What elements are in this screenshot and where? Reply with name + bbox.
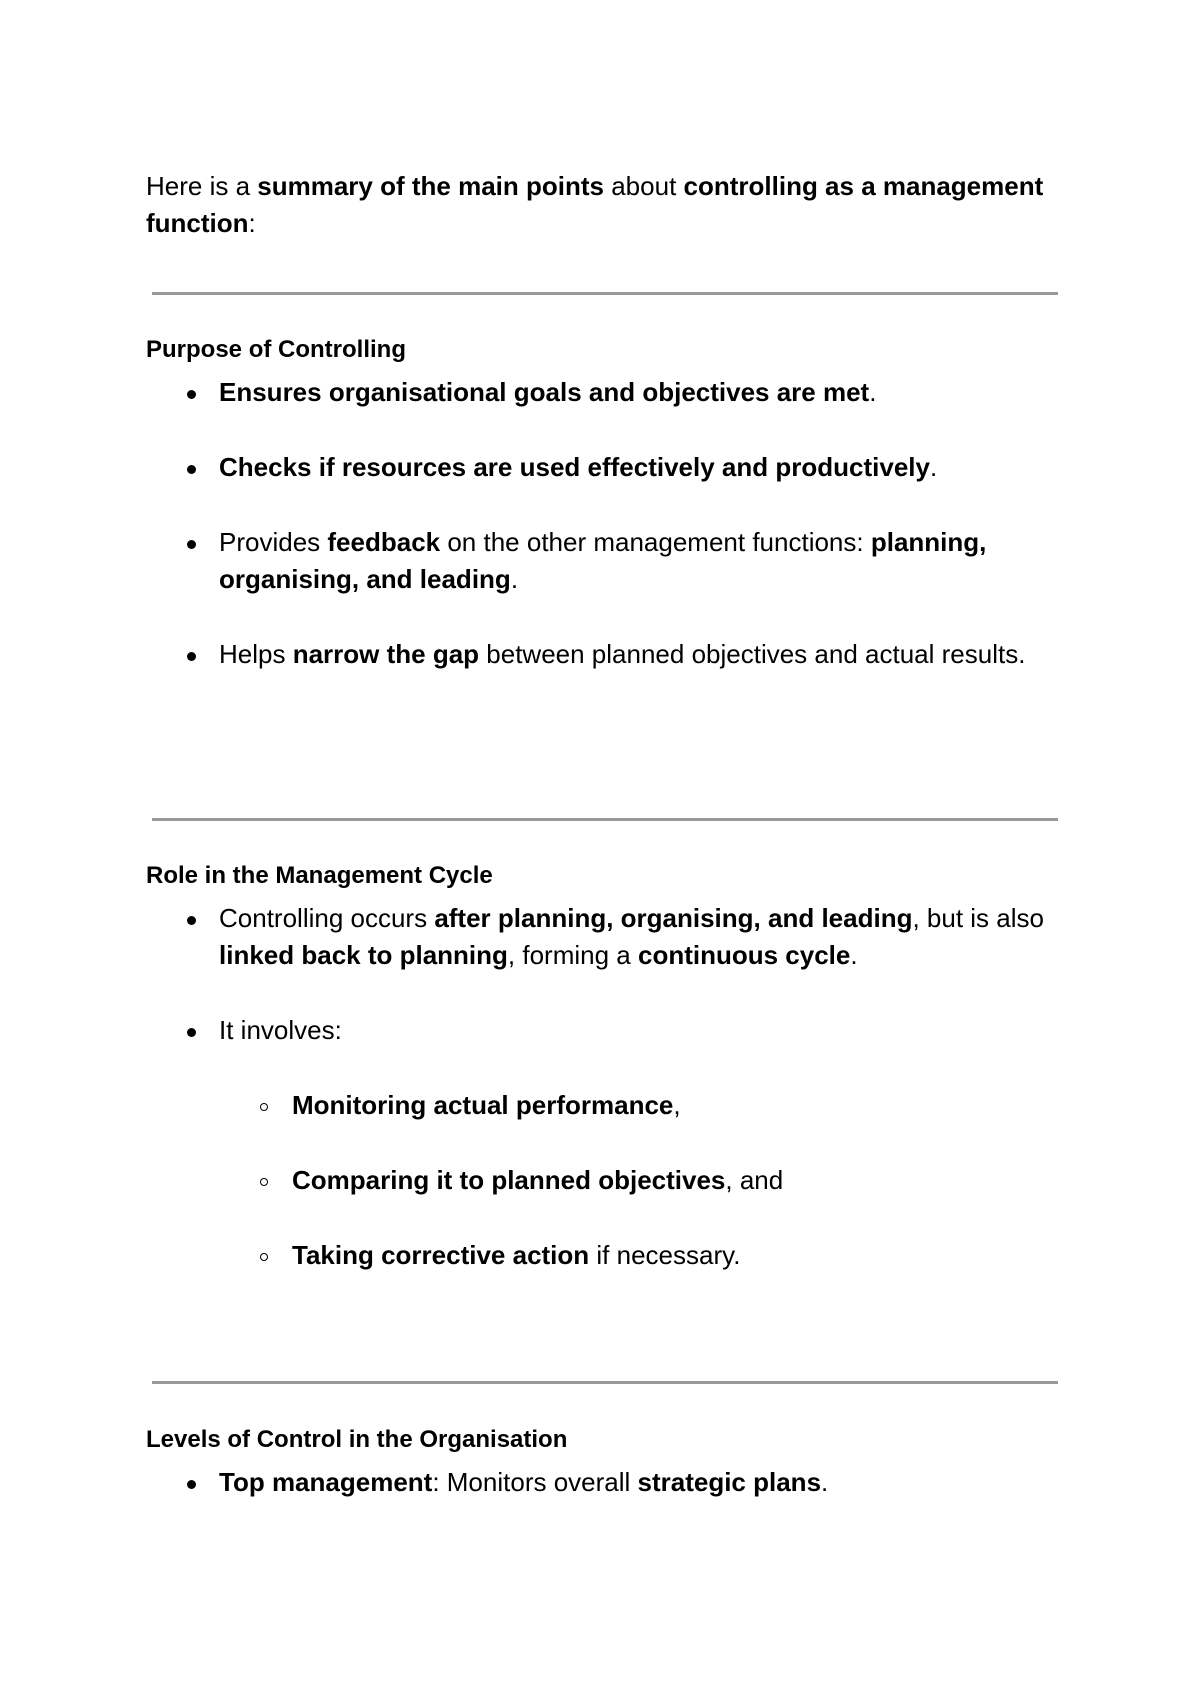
list-item-text: It involves: [219, 1015, 342, 1045]
bullet-icon [187, 540, 196, 549]
bullet-icon [187, 1480, 196, 1489]
list-item-bold: feedback [327, 527, 441, 557]
list-item-text: between planned objectives and actual results. [479, 639, 1026, 669]
bullet-icon [187, 465, 196, 474]
list-item-bold: linked back to planning [219, 940, 508, 970]
list-item-text: on the other management functions: [440, 527, 871, 557]
list-item-text: Controlling occurs [219, 903, 435, 933]
list-item-text: . [821, 1467, 829, 1497]
bullet-icon [187, 390, 196, 399]
section-heading-role: Role in the Management Cycle [146, 862, 493, 889]
list-item-text: : Monitors overall [432, 1467, 638, 1497]
intro-bold: summary of the main points [257, 171, 604, 201]
list-item [146, 374, 1066, 411]
list-item-bold: planning, organising, and leading [219, 527, 987, 594]
list-item [146, 524, 1066, 598]
sub-item-bold: Monitoring actual performance [292, 1090, 674, 1120]
list-item-text: . [510, 564, 519, 594]
section-heading-levels: Levels of Control in the Organisation [146, 1426, 568, 1453]
list-item [146, 1012, 1066, 1274]
list-item-bold: continuous cycle [637, 940, 851, 970]
list-item-text: . [850, 940, 858, 970]
hollow-bullet-icon [260, 1178, 268, 1186]
list-item-bold: Checks if resources are used effectively and productively [219, 452, 930, 482]
section-divider [152, 818, 1058, 821]
intro-text: : [248, 208, 256, 238]
section-heading-purpose: Purpose of Controlling [146, 336, 406, 363]
section-divider [152, 1381, 1058, 1384]
list-item-bold: Top management [219, 1467, 433, 1497]
sub-item-text: , and [725, 1165, 784, 1195]
intro-bold: controlling as a management function [146, 171, 1044, 238]
sub-list-item [146, 1162, 1066, 1199]
intro-paragraph [146, 168, 1066, 242]
list-item-text: Helps [219, 639, 293, 669]
purpose-list [146, 374, 1066, 673]
sub-item-text: , [673, 1090, 681, 1120]
list-item [146, 1464, 1066, 1501]
sub-list-item [146, 1087, 1066, 1124]
list-item [146, 636, 1066, 673]
hollow-bullet-icon [260, 1103, 268, 1111]
document-page [146, 168, 1066, 1497]
section-divider [152, 292, 1058, 295]
list-item-text: , forming a [507, 940, 638, 970]
sub-item-bold: Taking corrective action [292, 1240, 590, 1270]
list-item [146, 900, 1066, 974]
role-list [146, 900, 1066, 1274]
list-item-bold: strategic plans [637, 1467, 822, 1497]
list-item-bold: Ensures organisational goals and objectives are met [219, 377, 870, 407]
list-item-text: Provides [219, 527, 328, 557]
intro-text: about [604, 171, 684, 201]
levels-list [146, 1464, 1066, 1501]
sub-item-text: if necessary. [589, 1240, 741, 1270]
list-item-text: . [869, 377, 877, 407]
list-item [146, 449, 1066, 486]
list-item-bold: after planning, organising, and leading [434, 903, 913, 933]
bullet-icon [187, 652, 196, 661]
bullet-icon [187, 916, 196, 925]
list-item-text: . [929, 452, 938, 482]
intro-text: Here is a [146, 171, 258, 201]
hollow-bullet-icon [260, 1253, 268, 1261]
bullet-icon [187, 1028, 196, 1037]
list-item-text: , but is also [912, 903, 1044, 933]
list-item-bold: narrow the gap [292, 639, 480, 669]
sub-list [146, 1087, 1066, 1274]
sub-item-bold: Comparing it to planned objectives [292, 1165, 726, 1195]
sub-list-item [146, 1237, 1066, 1274]
